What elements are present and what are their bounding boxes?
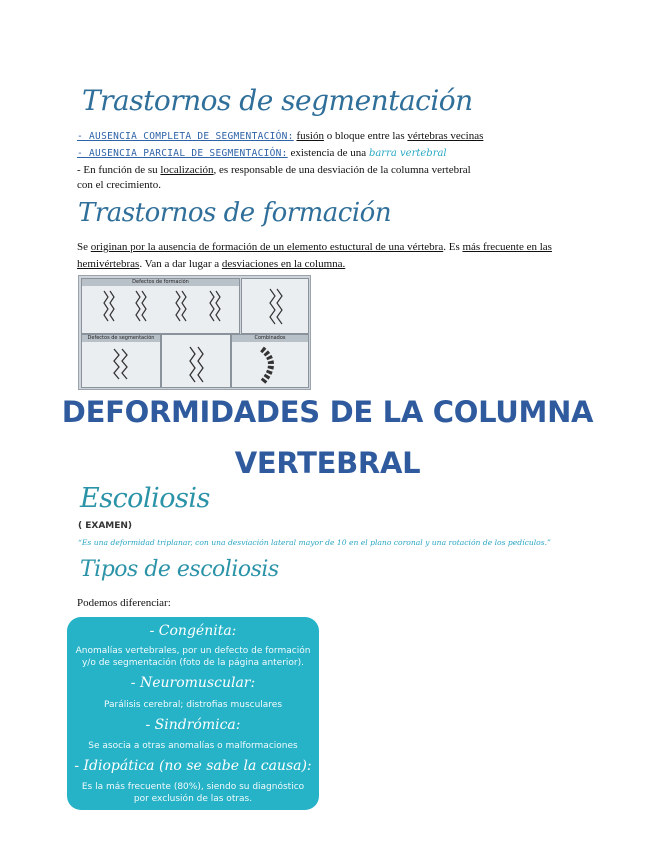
type-desc-congenita: Anomalías vertebrales, por un defecto de formación y/o de segmentación (foto de la página anterior). <box>75 646 311 668</box>
spine-drawings-formation <box>82 279 239 333</box>
figure-panel-segmentation-2 <box>161 334 231 388</box>
spine-drawing-formation-2 <box>242 279 308 333</box>
main-title-line2: VERTEBRAL <box>234 446 421 480</box>
main-title-line1: DEFORMIDADES DE LA COLUMNA <box>61 395 594 429</box>
complete-segmentation-link[interactable]: - AUSENCIA COMPLETA DE SEGMENTACIÓN: <box>77 131 294 142</box>
partial-segmentation-link[interactable]: - AUSENCIA PARCIAL DE SEGMENTACIÓN: <box>77 148 288 159</box>
fusion-text: fusión <box>296 130 324 142</box>
line1-mid-text: o bloque entre las <box>323 130 408 142</box>
podemos-text: Podemos diferenciar: <box>77 597 171 609</box>
heading-segmentation: Trastornos de segmentación <box>82 84 473 117</box>
spine-drawing-segmentation <box>82 335 160 387</box>
segmentation-complete-line <box>77 129 483 144</box>
figure-header-formation: Defectos de formación <box>82 279 239 286</box>
form-p-a: Se <box>77 241 91 253</box>
heading-tipos-escoliosis: Tipos de escoliosis <box>80 557 279 582</box>
figure-panel-formation-2 <box>241 278 309 334</box>
form-p-u3: desviaciones en la columna. <box>221 258 346 270</box>
vertebral-defects-figure <box>78 275 311 390</box>
figure-header-segmentation: Defectos de segmentación <box>82 335 160 342</box>
localizacion-text: localización <box>160 164 214 176</box>
figure-panel-segmentation <box>81 334 161 388</box>
figure-header-combined: Combinados <box>232 335 308 342</box>
line3-b-text: , es responsable de una desviación de la columna vertebral con el crecimiento. <box>77 164 471 191</box>
type-title-congenita: - Congénita: <box>149 623 237 639</box>
type-desc-idiopatica: Es la más frecuente (80%), siendo su diagnóstico por exclusión de las otras. <box>81 782 305 804</box>
escoliosis-definition: “Es una deformidad triplanar, con una desviación lateral mayor de 10 en el plano coronal y una rotación de los pedículos.” <box>78 538 551 547</box>
form-p-c: . Van a dar lugar a <box>139 258 222 270</box>
type-desc-sindromica: Se asocia a otras anomalías o malformaciones <box>88 741 298 751</box>
form-p-b: . Es <box>443 241 463 253</box>
heading-escoliosis: Escoliosis <box>80 483 210 514</box>
heading-formation: Trastornos de formación <box>78 198 392 228</box>
spine-drawing-segmentation-2 <box>162 335 230 387</box>
formation-paragraph <box>77 239 577 273</box>
line3-a-text: - En función de su <box>77 164 161 176</box>
localization-paragraph <box>77 163 477 193</box>
spine-drawing-combined <box>232 335 308 387</box>
examen-tag: ( EXAMEN) <box>78 521 133 531</box>
form-p-u1: originan por la ausencia de formación de un elemento estuctural de una vértebra <box>90 241 444 253</box>
types-box <box>67 617 319 810</box>
barra-vertebral-text: barra vertebral <box>368 148 447 159</box>
segmentation-partial-line <box>77 146 447 161</box>
type-title-idiopatica: - Idiopática (no se sabe la causa): <box>74 758 312 774</box>
figure-panel-combined <box>231 334 309 388</box>
form-p-u2: más frecuente en las hemivértebras <box>77 241 552 270</box>
vertebras-vecinas-text: vértebras vecinas <box>407 130 484 142</box>
type-title-sindromica: - Sindrómica: <box>145 717 241 733</box>
line2-text: existencia de una <box>287 147 369 159</box>
type-title-neuromuscular: - Neuromuscular: <box>130 675 256 691</box>
figure-panel-formation <box>81 278 240 334</box>
type-desc-neuromuscular: Parálisis cerebral; distrofias musculares <box>103 700 283 710</box>
